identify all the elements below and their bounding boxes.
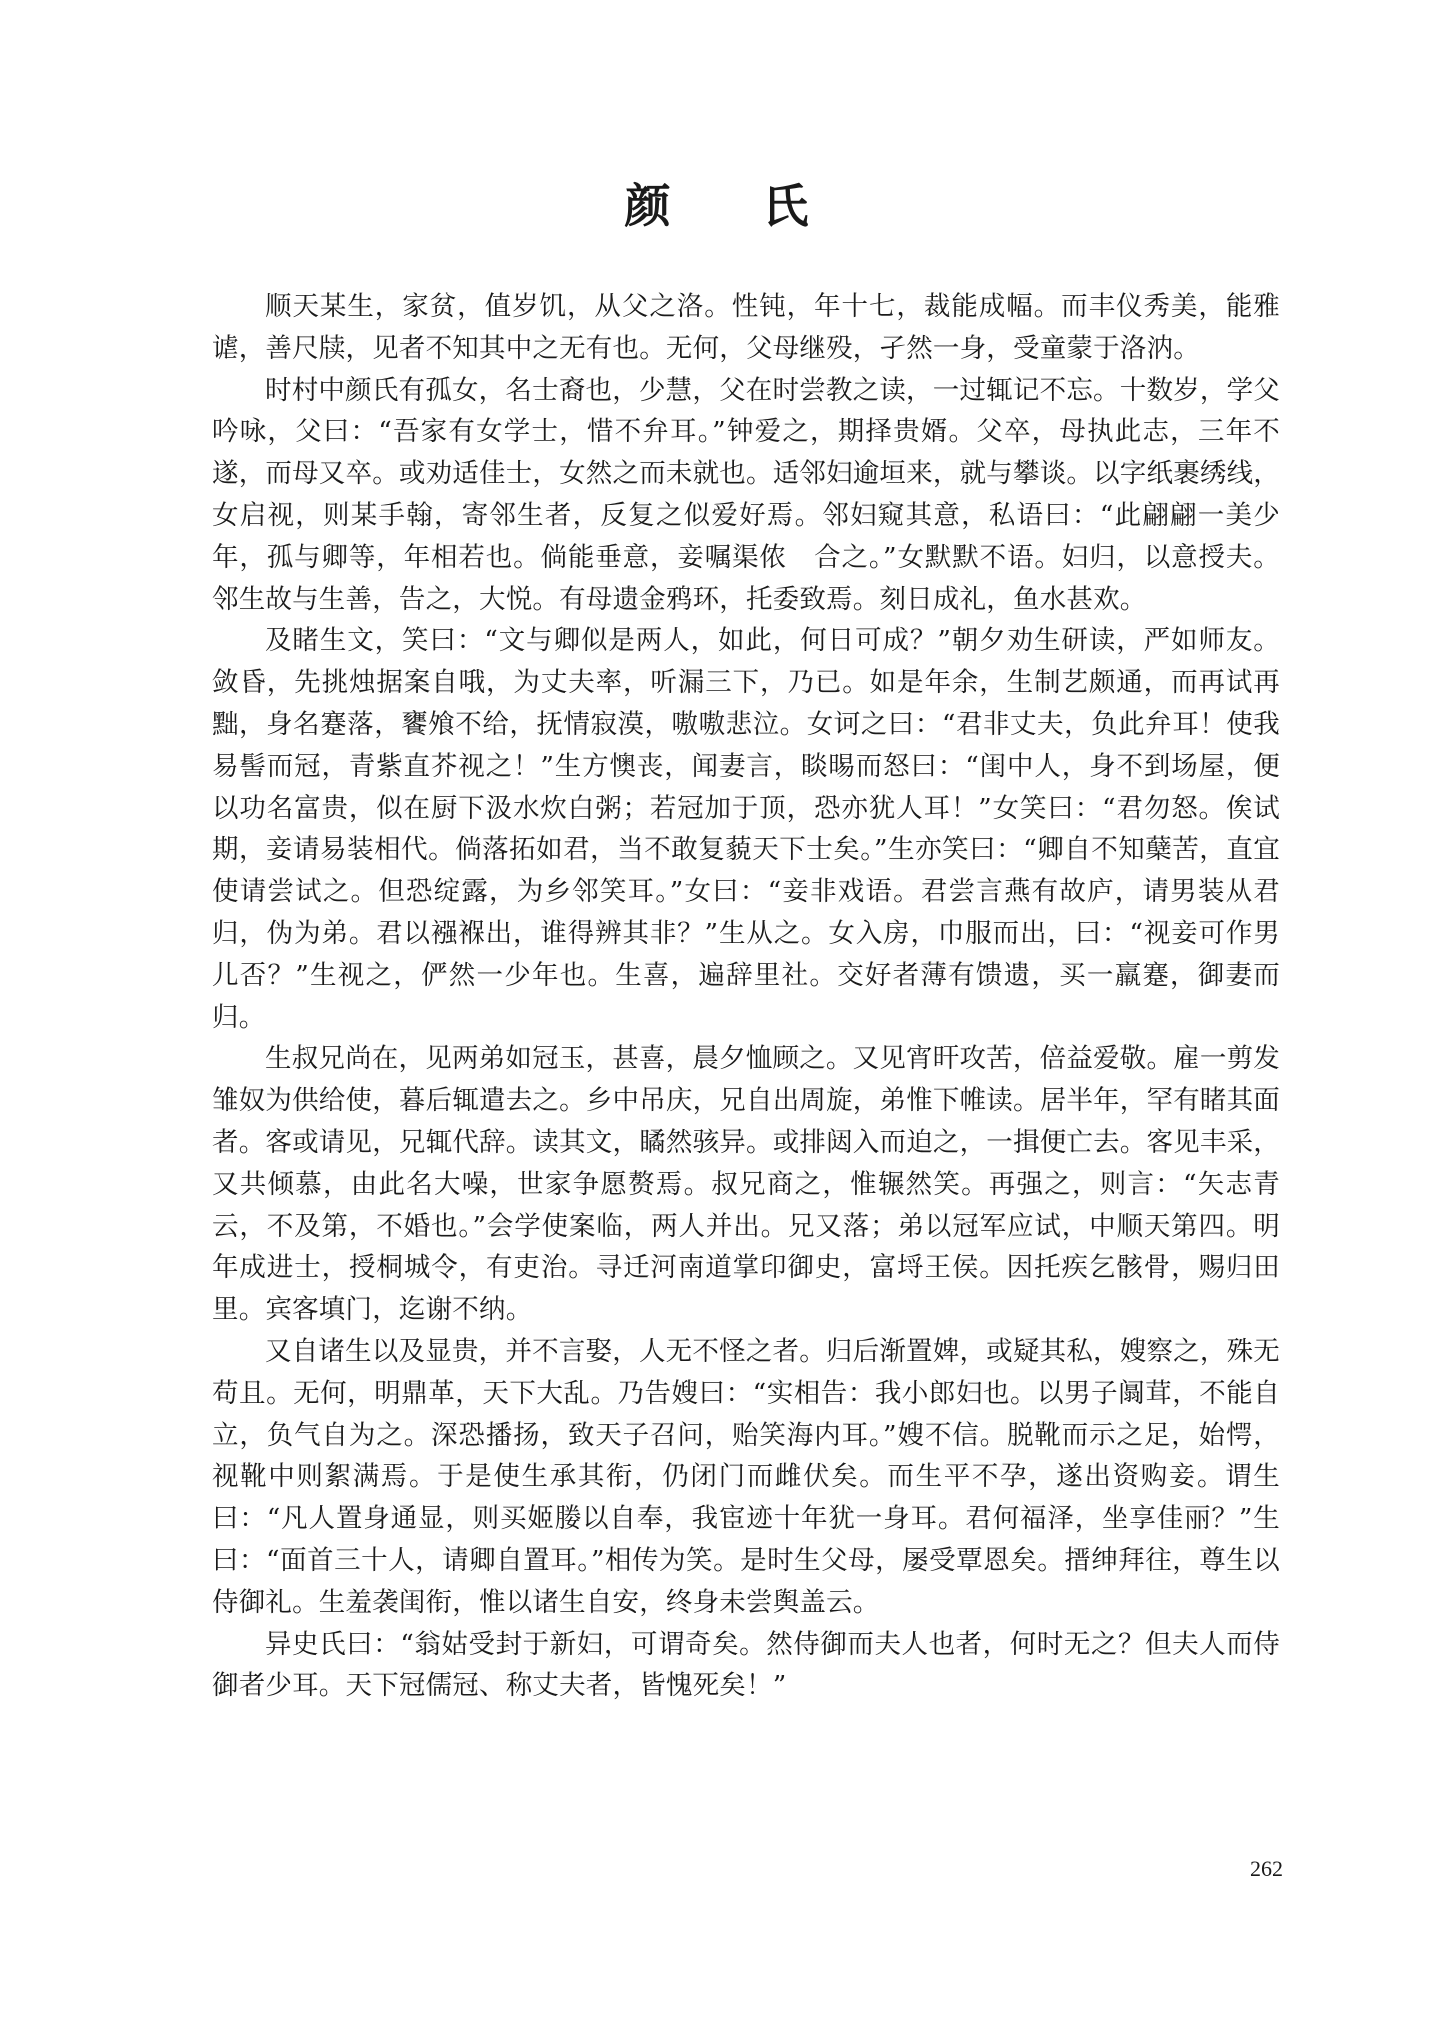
paragraph-4: 生叔兄尚在，见两弟如冠玉，甚喜，晨夕恤顾之。又见宵旰攻苦，倍益爱敬。雇一剪发雏奴为供给使，暮后辄遣去之。乡中吊庆，兄自出周旋，弟惟下帷读。居半年，罕有睹其面者。客或请见，兄辄代辞。读其文，瞲然骇异。或排闼入而迫之，一揖便亡去。客见丰采，又共倾慕，由此名大噪，世家争愿赘焉。叔兄商之，惟辗然笑。再强之，则言：“矢志青云，不及第，不婚也。”会学使案临，两人并出。兄又落；弟以冠军应试，中顺天第四。明年成进士，授桐城令，有吏治。寻迁河南道掌印御史，富埒王侯。因托疾乞骸骨，赐归田里。宾客填门，迄谢不纳。 [212,1043,1280,1326]
story-body [212,286,1280,1707]
paragraph-2: 时村中颜氏有孤女，名士裔也，少慧，父在时尝教之读，一过辄记不忘。十数岁，学父吟咏，父曰：“吾家有女学士，惜不弁耳。”钟爱之，期择贵婿。父卒，母执此志，三年不遂，而母又卒。或劝适佳士，女然之而未就也。适邻妇逾垣来，就与攀谈。以字纸裹绣线，女启视，则某手翰，寄邻生者，反复之似爱好焉。邻妇窥其意，私语曰：“此翩翩一美少年，孤与卿等，年相若也。倘能垂意，妾嘱渠侬 合之。”女默默不语。妇归，以意授夫。邻生故与生善，告之，大悦。有母遗金鸦环，托委致焉。刻日成礼，鱼水甚欢。 [212,374,1280,615]
paragraph-6: 异史氏曰：“翁姑受封于新妇，可谓奇矣。然侍御而夫人也者，何时无之？但夫人而侍御者少耳。天下冠儒冠、称丈夫者，皆愧死矣！” [212,1628,1280,1702]
page-title: 颜 氏 [624,179,847,233]
paragraph-1: 顺天某生，家贫，值岁饥，从父之洛。性钝，年十七，裁能成幅。而丰仪秀美，能雅谑，善尺牍，见者不知其中之无有也。无何，父母继殁，孑然一身，受童蒙于洛汭。 [212,291,1280,364]
paragraph-3: 及睹生文，笑曰：“文与卿似是两人，如此，何日可成？”朝夕劝生研读，严如师友。敛昏，先挑烛据案自哦，为丈夫率，听漏三下，乃已。如是年余，生制艺颇通，而再试再黜，身名蹇落，饔飧不给，抚情寂漠，嗷嗷悲泣。女诃之曰：“君非丈夫，负此弁耳！使我易髻而冠，青紫直芥视之！”生方懊丧，闻妻言，睒晹而怒曰：“闺中人，身不到场屋，便以功名富贵，似在厨下汲水炊白粥；若冠加于顶，恐亦犹人耳！”女笑曰：“君勿怒。俟试期，妾请易装相代。倘落拓如君，当不敢复藐天下士矣。”生亦笑曰：“卿自不知蘖苦，直宜使请尝试之。但恐绽露，为乡邻笑耳。”女曰：“妾非戏语。君尝言燕有故庐，请男装从君归，伪为弟。君以襁褓出，谁得辨其非？”生从之。女入房，巾服而出，曰：“视妾可作男儿否？”生视之，俨然一少年也。生喜，遍辞里社。交好者薄有馈遗，买一羸蹇，御妻而归。 [212,625,1280,1033]
page-number: 262 [1250,1856,1283,1881]
paragraph-5: 又自诸生以及显贵，并不言娶，人无不怪之者。归后渐置婢，或疑其私，嫂察之，殊无苟且。无何，明鼎革，天下大乱。乃告嫂曰：“实相告：我小郎妇也。以男子阘茸，不能自立，负气自为之。深恐播扬，致天子召问，贻笑海内耳。”嫂不信。脱靴而示之足，始愕，视靴中则絮满焉。于是使生承其衔，仍闭门而雌伏矣。而生平不孕，遂出资购妾。谓生曰：“凡人置身通显，则买姬媵以自奉，我宦迹十年犹一身耳。君何福泽，坐享佳丽？”生曰：“面首三十人，请卿自置耳。”相传为笑。是时生父母，屡受覃恩矣。搢绅拜往，尊生以侍御礼。生羞袭闺衔，惟以诸生自安，终身未尝舆盖云。 [212,1335,1280,1618]
